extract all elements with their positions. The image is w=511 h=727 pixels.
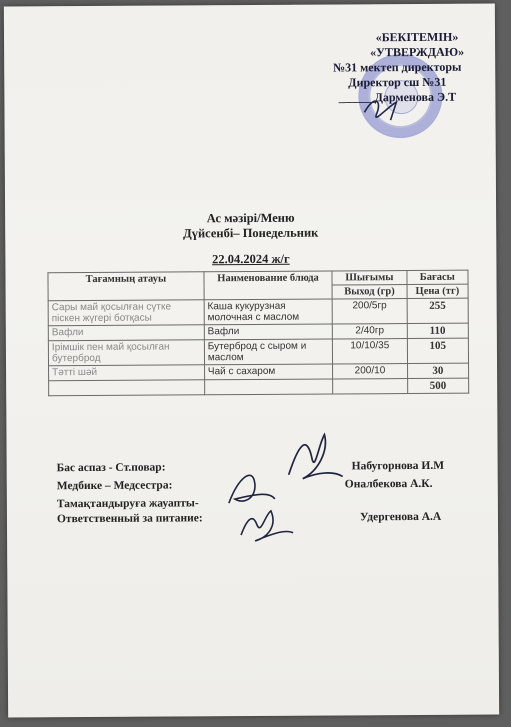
menu-title: Ас мәзірі/Меню	[206, 210, 295, 226]
responsible-signature	[241, 511, 293, 541]
total-row	[49, 378, 469, 396]
header-rus-name: Наименование блюда	[204, 271, 333, 300]
staff-name: Оналбекова А.К.	[344, 477, 433, 491]
dish-yield: 200/5гр	[332, 299, 407, 324]
director-kz: №31 мектеп директоры	[333, 59, 462, 75]
dish-rus: Каша кукурузная молочная с маслом	[204, 299, 333, 325]
staff-name: Набугорнова И.М	[351, 459, 445, 473]
dish-rus: Вафли	[204, 324, 332, 340]
dish-price: 255	[407, 298, 469, 323]
header-yield-kz: Шығымы	[332, 271, 406, 285]
header-yield-ru: Выход (гр)	[332, 285, 406, 299]
document-page	[4, 4, 499, 718]
nurse-signature	[229, 475, 275, 503]
dish-price: 30	[407, 363, 469, 378]
table-row	[48, 338, 468, 366]
header-kaz-name: Тағамның атауы	[48, 272, 204, 301]
dish-rus: Бутерброд с сыром и маслом	[204, 339, 333, 365]
staff-row-nurse	[56, 477, 467, 493]
dish-kaz: Сары май қосылған сүтке піскен жүгері ботқасы	[48, 300, 204, 326]
header-price-kz: Бағасы	[407, 270, 469, 284]
staff-row-cook	[56, 459, 467, 475]
approval-block	[317, 30, 477, 106]
dish-price: 110	[407, 323, 469, 338]
dish-price: 105	[407, 338, 469, 363]
staff-role: Бас аспаз - Ст.повар:	[56, 461, 166, 475]
staff-row-responsible	[56, 510, 467, 526]
approval-ru: «УТВЕРЖДАЮ»	[370, 44, 465, 60]
staff-role: Ответственный за питание:	[56, 512, 203, 526]
menu-date: 22.04.2024 ж/г	[212, 251, 290, 267]
dish-kaz: Тәтті шәй	[49, 365, 205, 381]
dish-kaz: Ірімшік пен май қосылған бутерброд	[48, 340, 204, 366]
director-name: ______Дарменова Э.Т	[338, 89, 457, 105]
staff-row-responsible-kz	[56, 496, 467, 511]
table-row	[48, 298, 468, 326]
cook-signature	[288, 434, 342, 478]
staff-name: Удергенова А.А	[359, 510, 442, 524]
director-ru: Директор сш №31	[348, 74, 447, 90]
approval-kz: «БЕКІТЕМІН»	[375, 29, 459, 45]
total-price: 500	[407, 378, 469, 393]
staff-role: Медбике – Медсестра:	[56, 479, 173, 493]
dish-rus: Чай с сахаром	[204, 364, 332, 380]
menu-table	[47, 270, 469, 397]
dish-kaz: Вафли	[48, 325, 204, 341]
menu-day: Дүйсенбі– Понедельник	[183, 225, 319, 241]
staff-role: Тамақтандыруға жауапты-	[56, 497, 199, 511]
dish-yield: 200/10	[333, 364, 407, 379]
dish-yield: 2/40гр	[332, 324, 406, 339]
header-price-ru: Цена (тг)	[407, 284, 469, 298]
dish-yield: 10/10/35	[333, 339, 408, 364]
